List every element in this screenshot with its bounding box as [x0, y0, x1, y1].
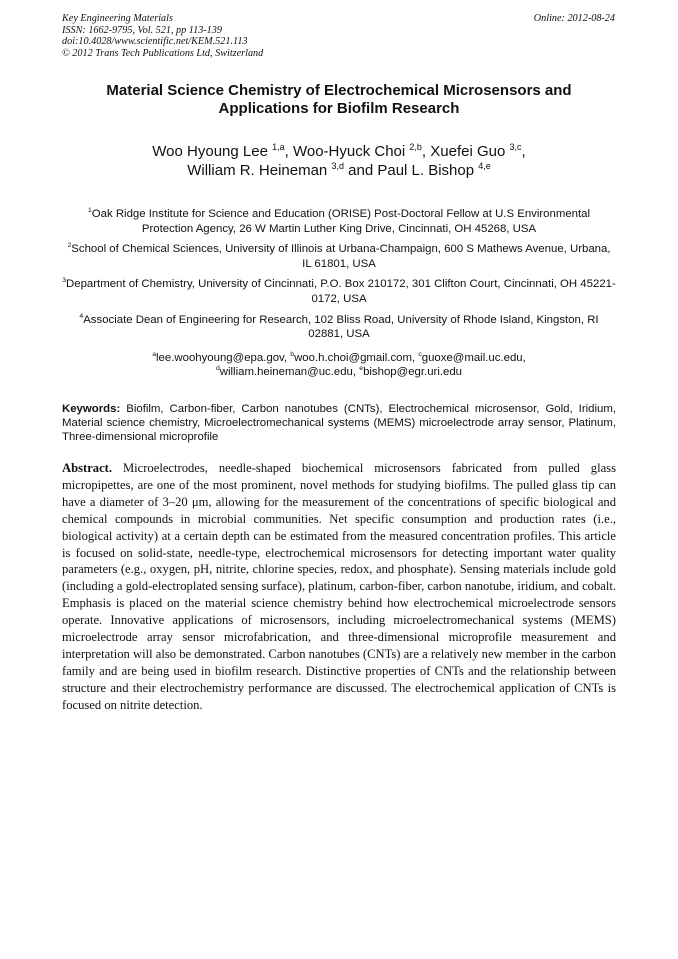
journal-name: Key Engineering Materials: [62, 13, 173, 24]
keywords-label: Keywords:: [62, 403, 121, 415]
paper-title: [62, 82, 616, 118]
author-affiliation-mark: 3,d: [331, 161, 344, 171]
abstract-text: Microelectrodes, needle-shaped biochemical microsensors fabricated from pulled glass micropipettes, are one of the most prominent, novel methods for studying biofilms. The pulled glass tip can have a diameter of 3–20 μm, allowing for the measurement of the concentrations of specific biological and chemical compounds in microbial communities. Net specific consumption and production rates (i.e., biological activity) at a certain depth can be estimated from the measured concentration profiles. This article is focused on solid-state, needle-type, electrochemical microsensors for detecting important water quality parameters (e.g., oxygen, pH, nitrite, chlorine species, redox, and phosphate). Sensing materials include gold (including a gold-electroplated sensing surface), platinum, carbon-fiber, carbon nanotube, iridium, and cobalt. Emphasis is placed on the material science chemistry behind how electrochemical microelectrode sensors operate. Innovative applications of microsensors, including microelectromechanical systems (MEMS) microelectrode array sensor microfabrication, and three-dimensional microprofile measurement and interpretation will also be demonstrated. Carbon nanotubes (CNTs) are a relatively new member in the carbon family and are being used in biofilm research. Distinctive properties of CNTs and the relationship between structure and their electrochemistry performance are discussed. The electrochemical application of CNTs is focused on nitrite detection.: [62, 461, 616, 712]
email-key: e: [359, 365, 364, 373]
keywords-text: Biofilm, Carbon-fiber, Carbon nanotubes (CNTs), Electrochemical microsensor, Gold, Iridium, Material science chemistry, Microelectromechanical systems (MEMS) microelectrode array sensor, Platinum, Three-dimensional microprofile: [62, 403, 616, 443]
author-and: and: [348, 162, 374, 179]
affiliation: [62, 207, 616, 236]
email-address[interactable]: william.heineman@uc.edu: [219, 366, 353, 378]
affiliation: [62, 277, 616, 306]
affiliation-number: 4: [79, 312, 84, 320]
title-line-2: Applications for Biofilm Research: [218, 100, 460, 117]
affiliation-text: Oak Ridge Institute for Science and Education (ORISE) Post-Doctoral Fellow at U.S Environmental Protection Agency, 26 W Martin Luther King Drive, Cincinnati, OH 45268, USA: [91, 208, 591, 235]
journal-copyright: © 2012 Trans Tech Publications Ltd, Switzerland: [62, 47, 264, 59]
affiliation-number: 3: [62, 277, 67, 285]
author-name: Woo-Hyuck Choi: [292, 143, 406, 160]
author-name: William R. Heineman: [187, 162, 328, 179]
email-address[interactable]: lee.woohyoung@epa.gov: [156, 352, 284, 364]
online-date: Online: 2012-08-24: [533, 13, 615, 24]
email-address[interactable]: guoxe@mail.uc.edu: [421, 352, 523, 364]
author-affiliation-mark: 3,c: [509, 142, 522, 152]
email-address[interactable]: bishop@egr.uri.edu: [363, 366, 463, 378]
journal-doi: doi:10.4028/www.scientific.net/KEM.521.113: [62, 36, 248, 48]
affiliation-text: School of Chemical Sciences, University of Illinois at Urbana-Champaign, 600 S Mathews Avenue, Urbana, IL 61801, USA: [71, 243, 611, 270]
author-affiliation-mark: 2,b: [409, 142, 422, 152]
affiliation-text: Department of Chemistry, University of Cincinnati, P.O. Box 210172, 301 Clifton Court, Cincinnati, OH 45221-0172, USA: [66, 278, 616, 305]
affiliation: [62, 313, 616, 342]
affiliation-number: 2: [67, 242, 72, 250]
journal-issn: ISSN: 1662-9795, Vol. 521, pp 113-139: [62, 24, 222, 36]
affiliation-number: 1: [87, 207, 92, 215]
journal-header: [62, 13, 263, 59]
author-line-1: Woo Hyoung Lee $^{1,a}$, Woo-Hyuck Choi $^{2,b}$, Xuefei Guo $^{3,c}$,: [152, 142, 526, 160]
email-key: d: [215, 365, 220, 373]
email-line-2: $^d$william.heineman@uc.edu, $^e$bishop@egr.uri.edu: [215, 365, 463, 378]
abstract-section: [62, 460, 616, 714]
author-line-2: [62, 161, 616, 180]
email-address[interactable]: woo.h.choi@gmail.com: [294, 352, 412, 364]
author-affiliation-mark: 4,e: [478, 161, 491, 171]
title-line-1: Material Science Chemistry of Electrochemical Microsensors and: [106, 82, 572, 99]
email-key: c: [418, 351, 422, 359]
affiliation: [62, 242, 616, 271]
affiliation-text: Associate Dean of Engineering for Research, 102 Bliss Road, University of Rhode Island, Kingston, RI 02881, USA: [83, 313, 599, 341]
keywords-section: [62, 402, 616, 444]
email-key: a: [152, 351, 157, 359]
affiliation-list: [62, 207, 616, 348]
author-name: Woo Hyoung Lee: [152, 143, 268, 160]
email-list: [62, 351, 616, 379]
author-name: Paul L. Bishop: [377, 162, 475, 179]
author-affiliation-mark: 1,a: [272, 142, 285, 152]
abstract-label: Abstract.: [62, 461, 113, 475]
author-name: Xuefei Guo: [430, 143, 506, 160]
email-line-1: $^a$lee.woohyoung@epa.gov, $^b$woo.h.choi@gmail.com, $^c$guoxe@mail.uc.edu,: [152, 351, 526, 364]
author-list: [62, 142, 616, 180]
email-key: b: [290, 351, 295, 359]
